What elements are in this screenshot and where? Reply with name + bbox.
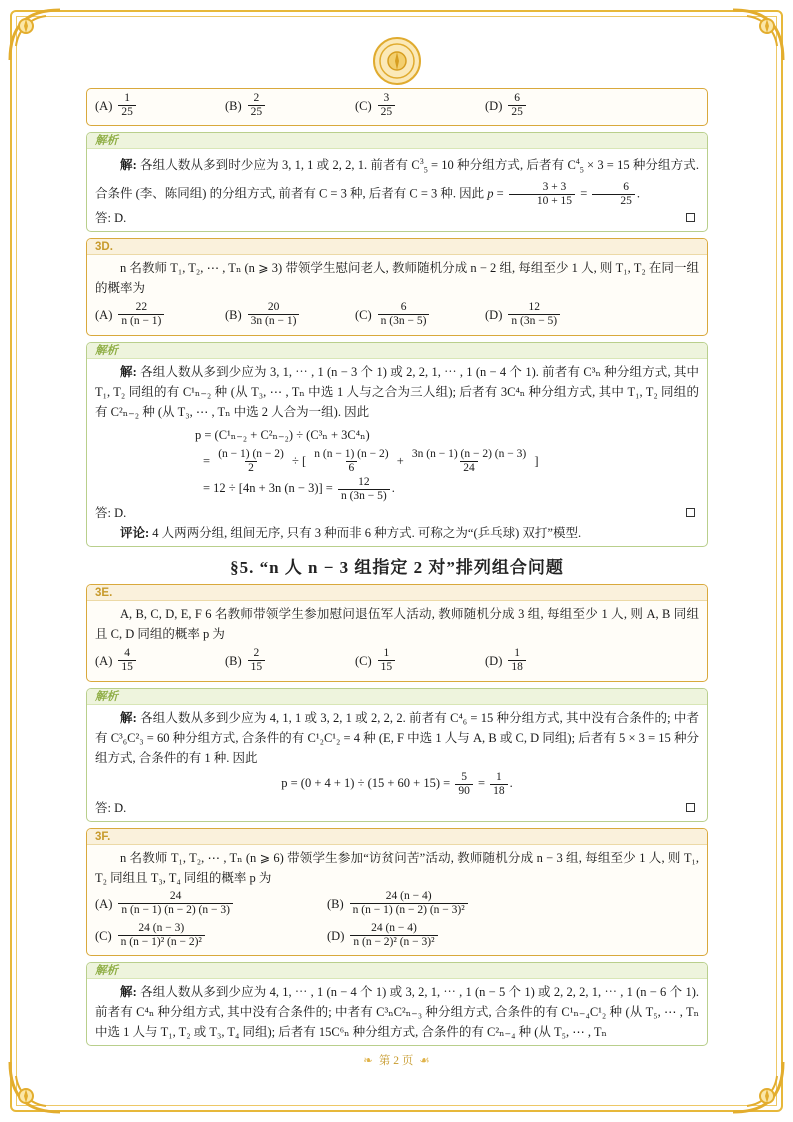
answer-text: 答: D. — [95, 800, 127, 815]
choice-b[interactable]: (B) $\frac{24 (n - 4)}{\text{n (n − 1) (n − 2) (n − 3)²}}$ — [327, 890, 559, 917]
choice-b[interactable]: (B) $\frac{20}{3n (n - 1)}$ — [225, 301, 355, 328]
question-box-3f — [86, 828, 708, 956]
choice-b[interactable]: (B) $\frac{2}{25}$ — [225, 92, 355, 119]
choice-c[interactable]: (C) $\frac{24 (n - 3)}{\text{n (n − 1)² (n − 2)²}}$ — [95, 922, 327, 949]
solution-header: 解析 — [87, 133, 707, 149]
qed-icon — [686, 508, 695, 517]
solution-box — [86, 132, 708, 232]
solution-box — [86, 342, 708, 547]
question-header: 3D. — [87, 239, 707, 255]
comment-text: 评论: 4 人两两分组, 组间无序, 只有 3 种而非 6 种方式. 可称之为“(乒乓球) 双打”模型. — [120, 525, 582, 540]
solution-box — [86, 688, 708, 822]
page-number: 第 2 页 — [378, 1055, 414, 1067]
qed-icon — [686, 213, 695, 222]
question-text: A, B, C, D, E, F 6 名教师带领学生参加慰问退伍军人活动, 教师随机分成 3 组, 每组至少 1 人, 则 A, B 同组且 C, D 同组的概率 p 为 — [95, 606, 699, 641]
solution-text: 解: 各组人数从多到少应为 4, 1, ⋯ , 1 (n − 4 个 1) 或 3, 2, 1, ⋯ , 1 (n − 5 个 1) 或 2, 2, 2, 1, ⋯ , 1 (n − 6 个 1). 前者有 C⁴ₙ 种分组方式, 其中没有合条件的; 中者有 C³ₙC²ₙ₋₃ 种分组方式, 合条件的有 C¹ₙ₋₄C¹₂ 种 (从 T₅, ⋯ , Tₙ 中选 1 人与 T₁, T₂ 或 T₃, T₄ 同组); 后者有 15C⁶ₙ 种分组方式, 合条件的有 C²ₙ₋₄ 种 (从 T₅, ⋯ , Tₙ — [95, 984, 699, 1039]
seal-emblem — [372, 36, 422, 86]
section-title: §5. “n 人 n − 3 组指定 2 对”排列组合问题 — [230, 557, 564, 577]
solution-text: 解: 各组人数从多到时少应为 3, 1, 1 或 2, 2, 1. 前者有 $C^3_5 = 10$ 种分组方式, 后者有 $C^4_5 \times 3 = 15$ 种分组方式. 合条件 (李、陈同组) 的分组方式, 前者有 C = 3 种, 后者有 C = 3 种. 因此 p = $\frac{3 + 3}{10 + 15}$ = $\frac{6}{25}$ . — [95, 157, 699, 207]
footer-ornament-icon: ☙ — [419, 1055, 430, 1067]
equation-block: p = (0 + 4 + 1) ÷ (15 + 60 + 15) = $\frac{5}{90}$ = $\frac{1}{18}$ . — [281, 770, 513, 797]
solution-header: 解析 — [87, 343, 707, 359]
choice-d[interactable]: (D) $\frac{1}{18}$ — [485, 647, 615, 674]
question-box-3e — [86, 584, 708, 682]
choice-d[interactable]: (D) $\frac{6}{25}$ — [485, 92, 615, 119]
choice-a[interactable]: (A) $\frac{24}{n (n - 1) (n - 2) (n - 3)}$ — [95, 890, 327, 917]
choice-c[interactable]: (C) $\frac{6}{n (3n - 5)}$ — [355, 301, 485, 328]
equation-block: p = (C¹ₙ₋₂ + C²ₙ₋₂) ÷ (C³ₙ + 3C⁴ₙ) = $\frac{(n - 1) (n - 2)}{2}$ ÷ [ $\frac{n (n - 1) (n - 2)}{6}$ + $\frac{3n (n - 1) (n - 2) (n - 3)}{24}$ ] = 12 ÷ [4n + 3n (n − 3)] = $\frac{12}{n (3n - 5)}$ . — [195, 427, 539, 502]
choice-a[interactable]: (A) $\frac{22}{n (n - 1)}$ — [95, 301, 225, 328]
question-header: 3F. — [87, 829, 707, 845]
solution-box — [86, 962, 708, 1046]
answer-text: 答: D. — [95, 210, 127, 225]
question-text: n 名教师 T₁, T₂, ⋯ , Tₙ (n ⩾ 3) 带领学生慰问老人, 教师随机分成 n − 2 组, 每组至少 1 人, 则 T₁, T₂ 在同一组的概率为 — [95, 260, 699, 295]
solution-header: 解析 — [87, 689, 707, 705]
question-choices-prev — [86, 88, 708, 126]
solution-text: 解: 各组人数从多到少应为 3, 1, ⋯ , 1 (n − 3 个 1) 或 2, 2, 1, ⋯ , 1 (n − 4 个 1). 前者有 C³ₙ 种分组方式, 其中 T₁, T₂ 同组的有 C¹ₙ₋₂ 种 (从 T₃, ⋯ , Tₙ 中选 1 人与之合为三人组); 后者有 3C⁴ₙ 种分组方式, 其中 T₁, T₂ 同组的有 C²ₙ₋₂ 种 (从 T₃, ⋯ , Tₙ 中选 2 人合为一组). 因此 — [95, 364, 700, 419]
question-text: n 名教师 T₁, T₂, ⋯ , Tₙ (n ⩾ 6) 带领学生参加“访贫问苦”活动, 教师随机分成 n − 3 组, 每组至少 1 人, 则 T₁, T₂ 同组且 T₃, T₄ 同组的概率 p 为 — [95, 850, 699, 885]
solution-text: 解: 各组人数从多到少应为 4, 1, 1 或 3, 2, 1 或 2, 2, 2. 前者有 C⁴₆ = 15 种分组方式, 其中没有合条件的; 中者有 C³₆C²₃ = 60 种分组方式, 合条件的有 C¹₂C¹₂ = 4 种 (E, F 中选 1 人与 A, B 或 C, D 同组); 后者有 5 × 3 = 15 种分组方式, 合条件的有 1 种. 因此 — [95, 710, 700, 765]
choice-c[interactable]: (C) $\frac{1}{15}$ — [355, 647, 485, 674]
choice-c[interactable]: (C) $\frac{3}{25}$ — [355, 92, 485, 119]
answer-text: 答: D. — [95, 505, 127, 520]
choice-a[interactable]: (A) $\frac{4}{15}$ — [95, 647, 225, 674]
solution-header: 解析 — [87, 963, 707, 979]
corner-ornament — [6, 6, 64, 64]
page-footer — [0, 1052, 793, 1068]
page-content — [86, 88, 708, 1052]
qed-icon — [686, 803, 695, 812]
choice-d[interactable]: (D) $\frac{12}{n (3n - 5)}$ — [485, 301, 615, 328]
question-header: 3E. — [87, 585, 707, 601]
choice-b[interactable]: (B) $\frac{2}{15}$ — [225, 647, 355, 674]
choice-a[interactable]: (A) $\frac{1}{25}$ — [95, 92, 225, 119]
choice-d[interactable]: (D) $\frac{24 (n - 4)}{\text{n (n − 2)² (n − 3)²}}$ — [327, 922, 559, 949]
corner-ornament — [729, 6, 787, 64]
footer-ornament-icon: ❧ — [363, 1055, 373, 1067]
question-box-3d — [86, 238, 708, 336]
